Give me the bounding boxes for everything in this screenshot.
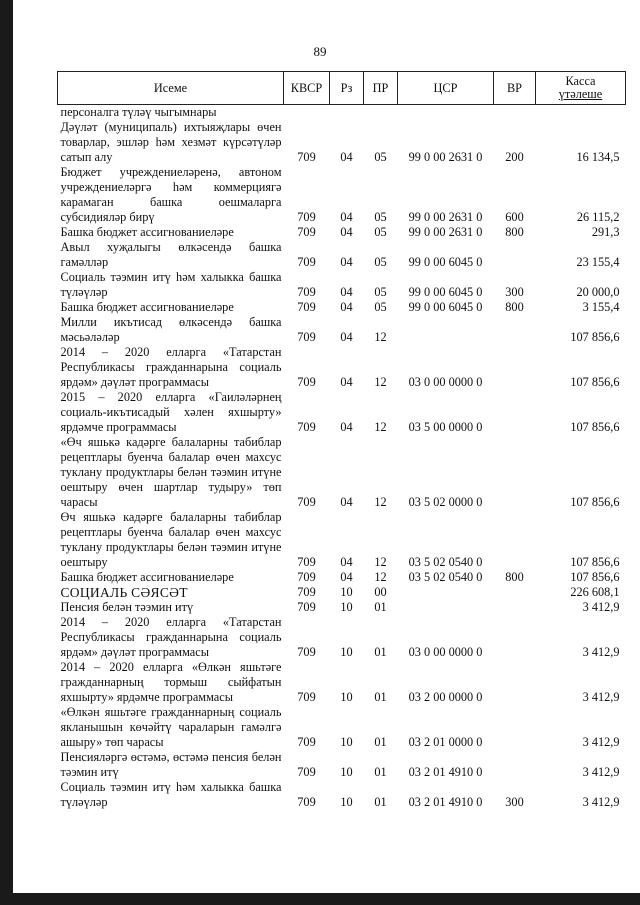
row-vr: 800 — [505, 570, 524, 584]
row-kvsr: 709 — [297, 690, 316, 704]
row-csr: 99 0 00 2631 0 — [408, 150, 483, 164]
row-pr: 01 — [374, 765, 387, 779]
row-pr — [364, 105, 398, 121]
row-name: Пенсияләргә өстәмә, өстәмә пенсия белән тәэмин итү — [60, 750, 282, 779]
row-amount: 23 155,4 — [576, 255, 620, 269]
row-rz: 10 — [340, 585, 353, 599]
row-pr: 12 — [374, 330, 387, 344]
row-pr: 05 — [374, 285, 387, 299]
row-vr — [494, 105, 536, 121]
row-csr: 99 0 00 6045 0 — [408, 255, 483, 269]
row-vr: 300 — [505, 795, 524, 809]
table-row — [58, 165, 626, 225]
row-csr: 03 5 02 0540 0 — [408, 570, 483, 584]
row-name: Милли икътисад өлкәсендә башка мәсьәләләр — [60, 315, 282, 344]
header-rz: Рз — [330, 72, 364, 105]
row-kvsr: 709 — [297, 735, 316, 749]
header-pr: ПР — [364, 72, 398, 105]
row-pr: 12 — [374, 420, 387, 434]
row-pr: 05 — [374, 210, 387, 224]
table-row — [58, 105, 626, 121]
row-amount: 3 412,9 — [582, 690, 620, 704]
table-row — [58, 345, 626, 390]
row-pr: 05 — [374, 225, 387, 239]
row-name: персоналга түләү чыгымнары — [60, 105, 217, 119]
row-vr — [494, 615, 536, 660]
row-vr — [494, 750, 536, 780]
row-kvsr: 709 — [297, 645, 316, 659]
table-row — [58, 270, 626, 300]
row-rz: 04 — [340, 495, 353, 509]
row-pr: 00 — [374, 585, 387, 599]
row-rz: 10 — [340, 690, 353, 704]
row-rz — [330, 105, 364, 121]
scan-left-edge — [0, 0, 13, 905]
header-csr: ЦСР — [398, 72, 494, 105]
row-amount: 107 856,6 — [570, 495, 620, 509]
row-kvsr: 709 — [297, 285, 316, 299]
row-amount: 16 134,5 — [576, 150, 620, 164]
row-pr: 05 — [374, 255, 387, 269]
row-rz: 04 — [340, 285, 353, 299]
table-row — [58, 315, 626, 345]
row-csr: 03 5 02 0000 0 — [408, 495, 483, 509]
scan-bottom-edge — [0, 893, 640, 905]
row-rz: 04 — [340, 300, 353, 314]
row-amount: 3 412,9 — [582, 600, 620, 614]
row-csr: 03 2 01 4910 0 — [408, 765, 483, 779]
row-name: «Өлкән яшьтәге гражданнарның социаль якланышын көчәйтү чараларын гамәлгә ашыру» төп чарасы — [60, 705, 282, 749]
row-amount: 107 856,6 — [570, 420, 620, 434]
row-name: Өч яшькә кадәрге балаларны табиблар рецептлары буенча балалар өчен махсус туклану продуктлары белән тәэмин итүне оештыру — [60, 510, 282, 569]
table-row — [58, 600, 626, 615]
row-amount: 3 412,9 — [582, 645, 620, 659]
row-rz: 04 — [340, 255, 353, 269]
row-kvsr: 709 — [297, 495, 316, 509]
row-amount: 291,3 — [591, 225, 620, 239]
row-rz: 04 — [340, 555, 353, 569]
row-amount: 3 412,9 — [582, 795, 620, 809]
row-csr: 03 5 02 0540 0 — [408, 555, 483, 569]
row-name: «Өч яшькә кадәрге балаларны табиблар рецептлары буенча балалар өчен махсус туклану продуктлары белән тәэмин итүне оештыру өчен шартлар тудыру» төп чарасы — [60, 435, 282, 509]
row-rz: 04 — [340, 225, 353, 239]
row-kvsr: 709 — [297, 420, 316, 434]
row-csr: 99 0 00 2631 0 — [408, 210, 483, 224]
table-row — [58, 300, 626, 315]
row-csr: 03 2 01 0000 0 — [408, 735, 483, 749]
row-csr: 03 0 00 0000 0 — [408, 645, 483, 659]
row-name: Башка бюджет ассигнованиеләре — [60, 300, 234, 314]
table-row — [58, 435, 626, 510]
row-name: 2014 – 2020 елларга «Өлкән яшьтәге гражданнарның тормыш сыйфатын яхшырту» ярдәмче программасы — [60, 660, 282, 704]
row-kvsr: 709 — [297, 795, 316, 809]
row-amount: 3 412,9 — [582, 735, 620, 749]
row-vr — [494, 390, 536, 435]
row-pr: 01 — [374, 645, 387, 659]
table-row — [58, 390, 626, 435]
row-kvsr — [284, 105, 330, 121]
row-name: Башка бюджет ассигнованиеләре — [60, 225, 234, 239]
row-name: 2014 – 2020 елларга «Татарстан Республикасы гражданнарына социаль ярдәм» дәүләт программасы — [60, 345, 282, 389]
row-amount: 20 000,0 — [576, 285, 620, 299]
row-vr — [494, 660, 536, 705]
row-csr: 03 2 01 4910 0 — [408, 795, 483, 809]
row-amount: 26 115,2 — [576, 210, 620, 224]
row-rz: 10 — [340, 735, 353, 749]
row-csr — [398, 585, 494, 600]
table-row — [58, 240, 626, 270]
page-number: 89 — [313, 44, 327, 59]
table-body — [58, 105, 626, 811]
row-csr: 99 0 00 6045 0 — [408, 285, 483, 299]
row-rz: 04 — [340, 150, 353, 164]
header-kassa — [536, 72, 626, 105]
row-name: Башка бюджет ассигнованиеләре — [60, 570, 234, 584]
row-pr: 12 — [374, 375, 387, 389]
row-pr: 05 — [374, 300, 387, 314]
header-kvsr: КВСР — [284, 72, 330, 105]
row-pr: 01 — [374, 735, 387, 749]
row-kvsr: 709 — [297, 765, 316, 779]
row-name: 2014 – 2020 елларга «Татарстан Республикасы гражданнарына социаль ярдәм» дәүләт программасы — [60, 615, 282, 659]
row-amount: 107 856,6 — [570, 330, 620, 344]
row-kvsr: 709 — [297, 600, 316, 614]
row-vr — [494, 345, 536, 390]
row-name: 2015 – 2020 елларга «Гаиләләрнең социаль-икътисадый хәлен яхшырту» ярдәмче программасы — [60, 390, 282, 434]
row-name: Дәүләт (муниципаль) ихтыяҗлары өчен товарлар, эшләр һәм хезмәт күрсәтүләр сатып алу — [60, 120, 282, 164]
row-vr — [494, 600, 536, 615]
row-pr: 01 — [374, 690, 387, 704]
row-vr — [494, 435, 536, 510]
row-vr: 600 — [505, 210, 524, 224]
row-amount — [536, 105, 626, 121]
table-row — [58, 585, 626, 600]
row-rz: 04 — [340, 375, 353, 389]
table-header-row — [58, 72, 626, 105]
row-pr: 01 — [374, 795, 387, 809]
row-csr — [398, 105, 494, 121]
row-rz: 10 — [340, 765, 353, 779]
row-amount: 107 856,6 — [570, 375, 620, 389]
header-name: Исеме — [58, 72, 284, 105]
row-amount: 3 412,9 — [582, 765, 620, 779]
row-kvsr: 709 — [297, 225, 316, 239]
row-vr — [494, 510, 536, 570]
row-rz: 04 — [340, 330, 353, 344]
row-rz: 10 — [340, 600, 353, 614]
row-rz: 04 — [340, 210, 353, 224]
row-csr: 99 0 00 2631 0 — [408, 225, 483, 239]
row-rz: 04 — [340, 420, 353, 434]
row-kvsr: 709 — [297, 375, 316, 389]
row-kvsr: 709 — [297, 330, 316, 344]
table-row — [58, 660, 626, 705]
row-kvsr: 709 — [297, 300, 316, 314]
table-row — [58, 705, 626, 750]
row-vr — [494, 315, 536, 345]
row-name: Социаль тәэмин итү һәм халыкка башка түләүләр — [60, 780, 282, 809]
row-amount: 3 155,4 — [582, 300, 620, 314]
row-vr — [494, 585, 536, 600]
row-pr: 12 — [374, 555, 387, 569]
row-kvsr: 709 — [297, 150, 316, 164]
row-csr: 03 2 00 0000 0 — [408, 690, 483, 704]
row-kvsr: 709 — [297, 570, 316, 584]
row-pr: 01 — [374, 600, 387, 614]
row-vr: 800 — [505, 300, 524, 314]
row-kvsr: 709 — [297, 555, 316, 569]
row-pr: 05 — [374, 150, 387, 164]
row-amount: 226 608,1 — [570, 585, 620, 599]
table-row — [58, 225, 626, 240]
row-amount: 107 856,6 — [570, 570, 620, 584]
row-amount: 107 856,6 — [570, 555, 620, 569]
row-name: Авыл хуҗалыгы өлкәсендә башка гамәлләр — [60, 240, 282, 269]
header-vr: ВР — [494, 72, 536, 105]
row-rz: 10 — [340, 645, 353, 659]
row-name: Пенсия белән тәэмин итү — [60, 600, 194, 614]
row-csr — [398, 600, 494, 615]
table-row — [58, 780, 626, 810]
table-row — [58, 120, 626, 165]
row-vr: 800 — [505, 225, 524, 239]
table-row — [58, 615, 626, 660]
row-name: СОЦИАЛЬ СӘЯСӘТ — [60, 585, 188, 600]
table-row — [58, 570, 626, 585]
budget-table — [57, 71, 626, 810]
row-csr: 03 0 00 0000 0 — [408, 375, 483, 389]
row-vr — [494, 240, 536, 270]
row-pr: 12 — [374, 495, 387, 509]
row-vr: 200 — [505, 150, 524, 164]
row-csr: 99 0 00 6045 0 — [408, 300, 483, 314]
row-kvsr: 709 — [297, 585, 316, 599]
row-csr — [398, 315, 494, 345]
header-kassa-line2: үтәлеше — [558, 87, 603, 101]
header-kassa-line1: Касса — [565, 74, 596, 88]
row-vr: 300 — [505, 285, 524, 299]
row-rz: 10 — [340, 795, 353, 809]
row-rz: 04 — [340, 570, 353, 584]
row-kvsr: 709 — [297, 255, 316, 269]
row-pr: 12 — [374, 570, 387, 584]
table-row — [58, 510, 626, 570]
row-name: Социаль тәэмин итү һәм халыкка башка түләүләр — [60, 270, 282, 299]
row-csr: 03 5 00 0000 0 — [408, 420, 483, 434]
row-kvsr: 709 — [297, 210, 316, 224]
row-name: Бюджет учреждениеләренә, автоном учреждениеләргә һәм коммерциягә карамаган башка оешмаларга субсидияләр бирү — [60, 165, 282, 224]
table-row — [58, 750, 626, 780]
row-vr — [494, 705, 536, 750]
